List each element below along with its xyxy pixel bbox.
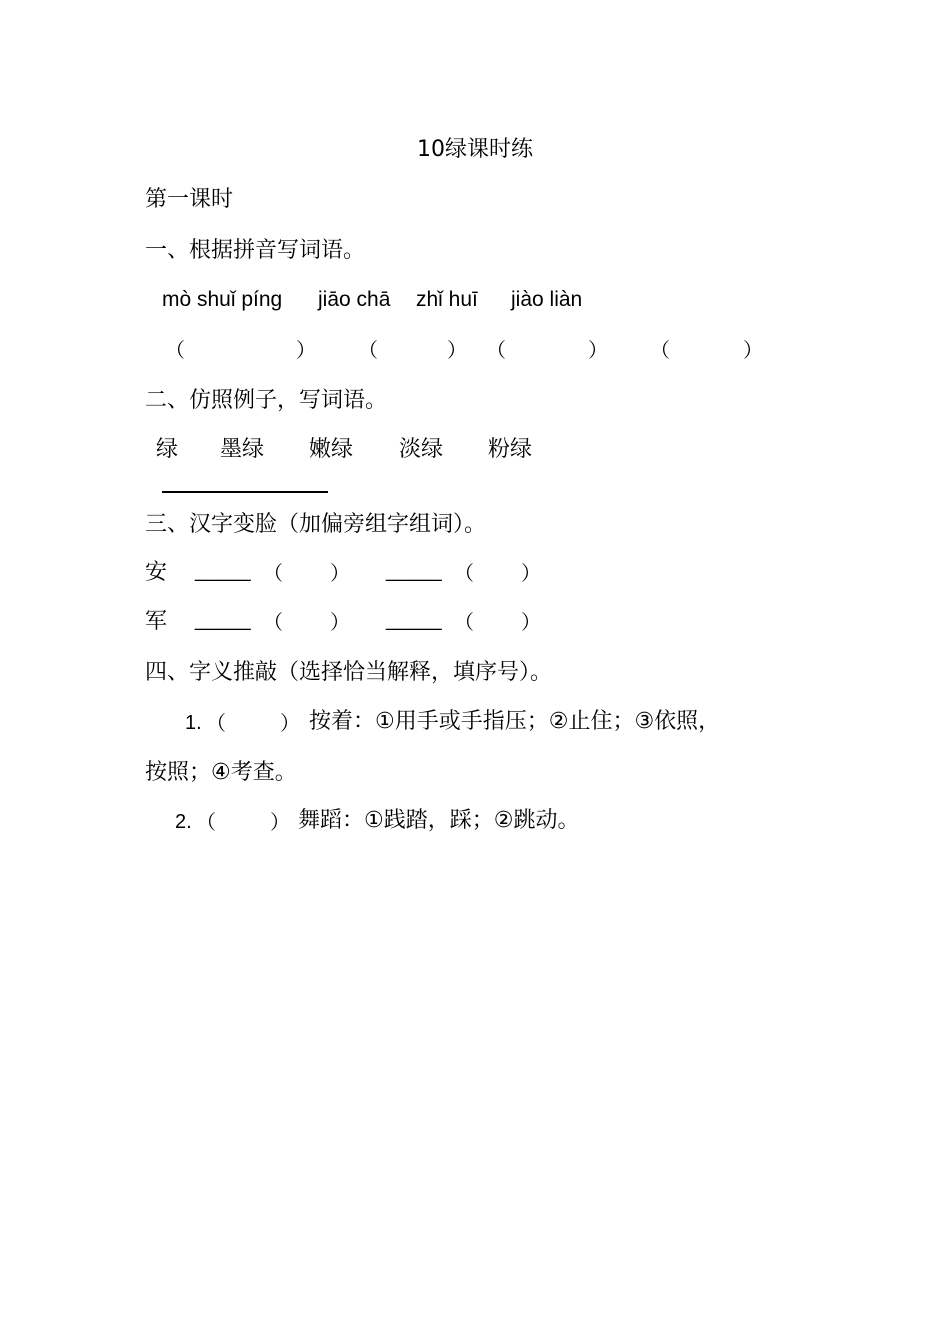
section2-heading: 二、仿照例子，写词语。: [145, 388, 388, 413]
example-word-1: 绿: [156, 437, 179, 462]
paren-open: （: [454, 610, 474, 634]
paren-open: （: [454, 561, 474, 585]
fill-blank: _____: [386, 560, 442, 582]
section1-heading: 一、根据拼音写词语。: [145, 238, 366, 263]
answer-bracket-close-3: ）: [588, 338, 608, 362]
title-text: 10绿课时练: [417, 137, 533, 162]
pinyin-1: mò shuǐ píng: [162, 288, 283, 311]
item-1-continuation: 按照；④考查。: [145, 760, 297, 785]
paren-close: ）: [521, 561, 541, 585]
answer-bracket-open-3: （: [486, 338, 506, 362]
item-1-paren-open: （: [206, 711, 226, 735]
example-word-3: 嫩绿: [309, 437, 354, 462]
section4-heading: 四、字义推敲（选择恰当解释，填序号）。: [145, 660, 553, 685]
paren-open: （: [263, 561, 283, 585]
item-2-paren-close: ）: [270, 810, 290, 834]
example-word-5: 粉绿: [488, 437, 533, 462]
example-word-4: 淡绿: [399, 437, 444, 462]
base-char-2: 军: [145, 609, 168, 634]
item-2-number: 2.: [175, 811, 192, 833]
item-1-paren-close: ）: [280, 711, 300, 735]
paren-open: （: [263, 610, 283, 634]
answer-bracket-close-4: ）: [743, 338, 763, 362]
fill-blank: _____: [386, 609, 442, 631]
item-1-number: 1.: [185, 712, 202, 734]
base-char-1: 安: [145, 560, 168, 585]
answer-bracket-open-2: （: [358, 338, 378, 362]
answer-bracket-open-1: （: [165, 338, 185, 362]
example-word-2: 墨绿: [220, 437, 265, 462]
answer-bracket-open-4: （: [650, 338, 670, 362]
fill-blank: _____: [195, 560, 251, 582]
page-title: [0, 135, 950, 165]
paren-close: ）: [330, 610, 350, 634]
section3-heading: 三、汉字变脸（加偏旁组字组词）。: [145, 512, 487, 537]
answer-bracket-close-2: ）: [447, 338, 467, 362]
answer-line: [162, 491, 328, 493]
pinyin-2: jiāo chā: [318, 288, 391, 311]
item-1-text: 按着：①用手或手指压；②止住；③依照，: [309, 709, 721, 734]
paren-close: ）: [521, 610, 541, 634]
item-2-text: 舞蹈：①践踏，踩；②跳动。: [298, 808, 580, 833]
paren-close: ）: [330, 561, 350, 585]
item-2-paren-open: （: [196, 810, 216, 834]
lesson-label: 第一课时: [145, 187, 234, 212]
pinyin-4: jiào liàn: [511, 288, 583, 311]
pinyin-3: zhǐ huī: [416, 288, 478, 311]
answer-bracket-close-1: ）: [296, 338, 316, 362]
fill-blank: _____: [195, 609, 251, 631]
